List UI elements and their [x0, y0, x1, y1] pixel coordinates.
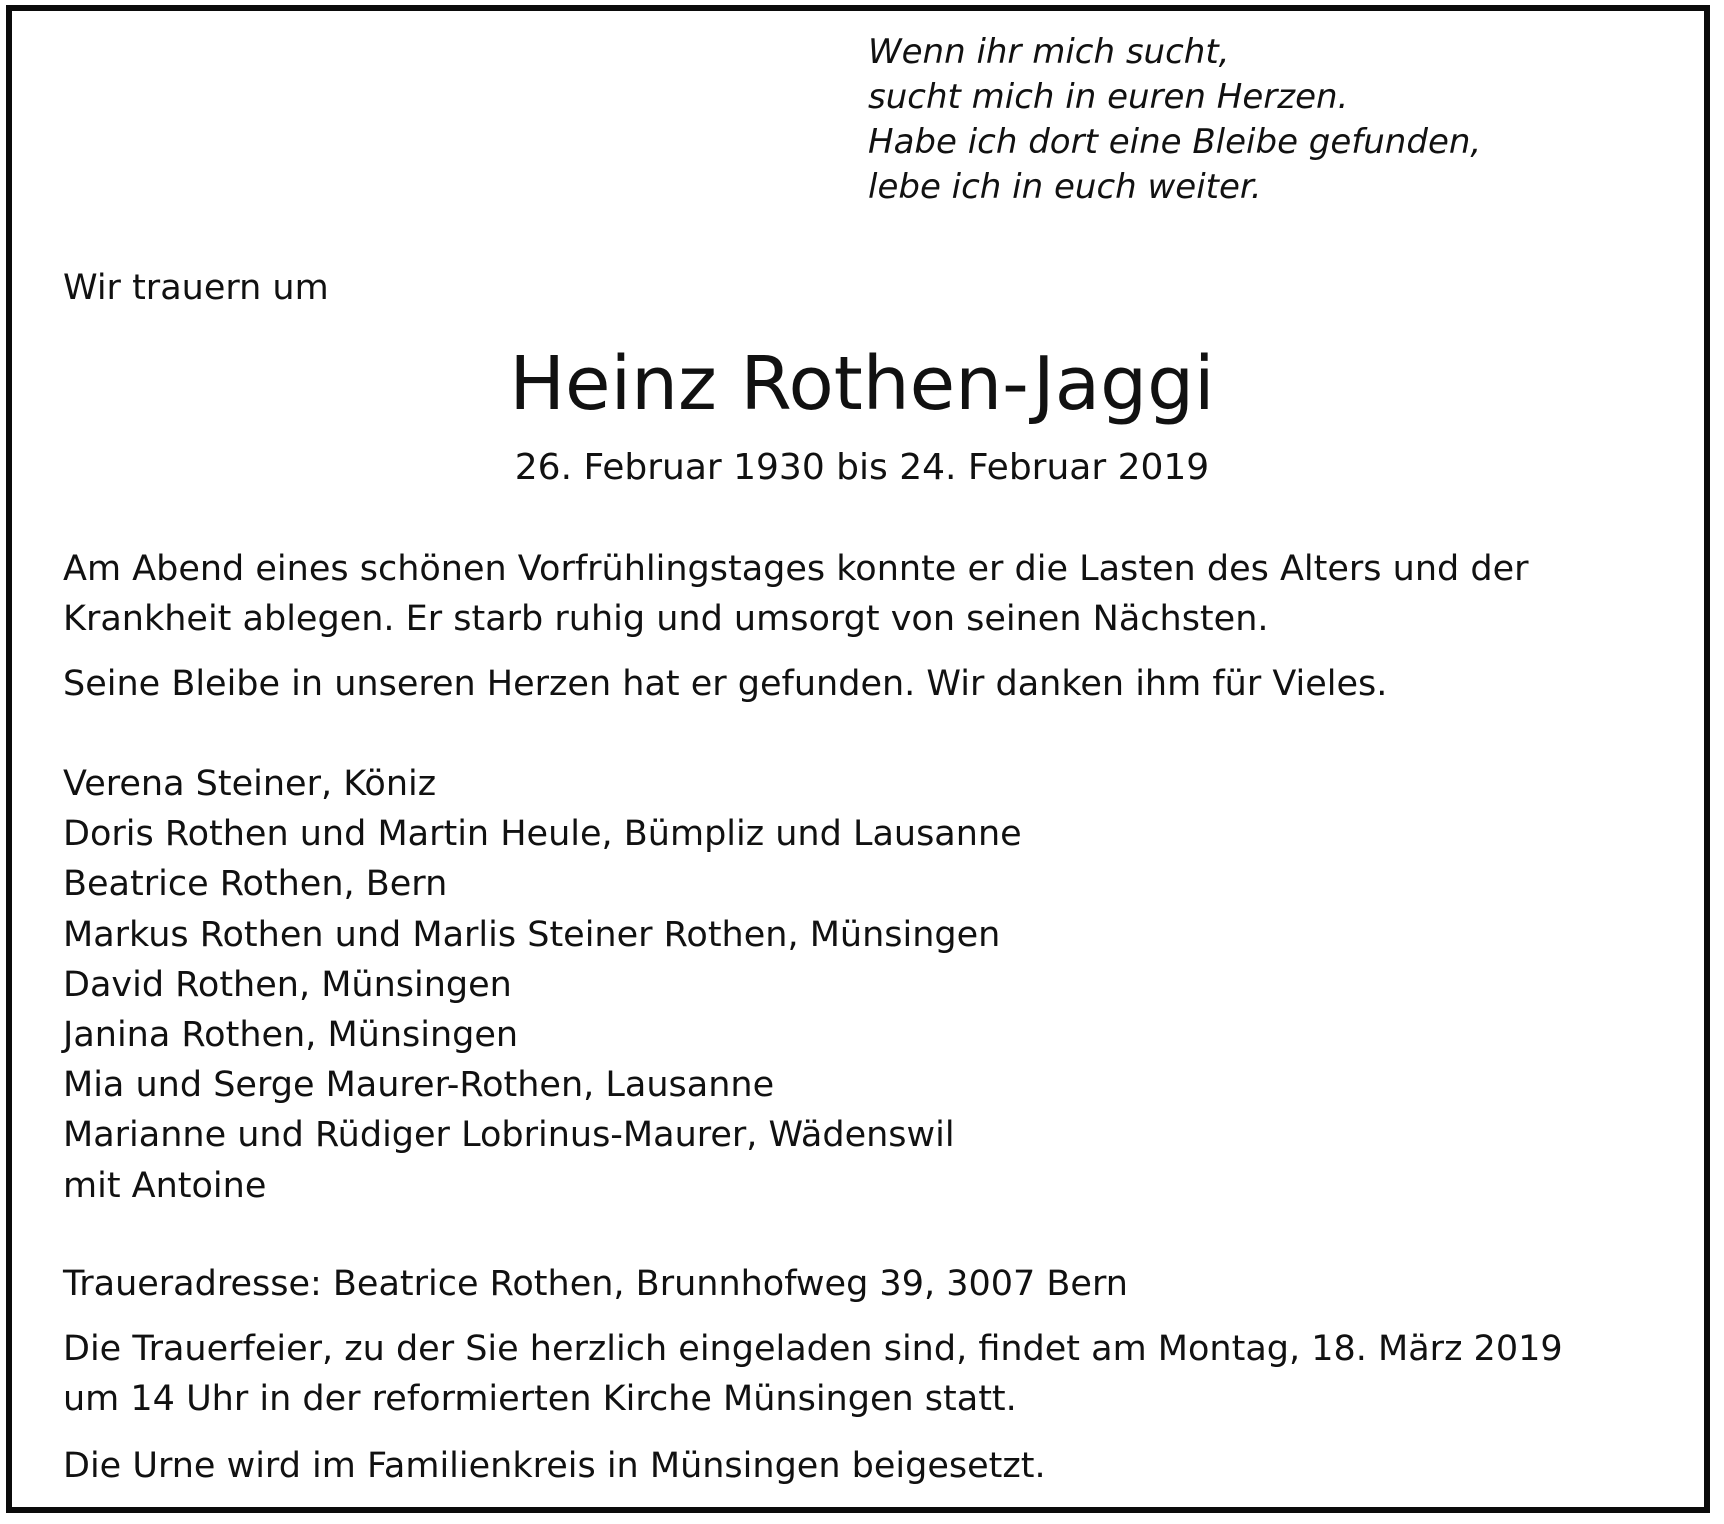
family-list	[63, 759, 1022, 1211]
paragraph-line: Am Abend eines schönen Vorfrühlingstages konnte er die Lasten des Alters und der	[63, 549, 1529, 589]
life-dates: 26. Februar 1930 bis 24. Februar 2019	[514, 447, 1210, 488]
family-member: Verena Steiner, Köniz	[63, 764, 437, 804]
motto-line: lebe ich in euch weiter.	[868, 167, 1262, 207]
family-member: David Rothen, Münsingen	[63, 964, 512, 1005]
family-member: Mia und Serge Maurer-Rothen, Lausanne	[63, 1065, 775, 1106]
farewell-paragraph	[63, 544, 1673, 644]
urn-note	[63, 1441, 1673, 1491]
ceremony-info	[63, 1324, 1673, 1424]
family-member: Markus Rothen und Marlis Steiner Rothen, Münsingen	[63, 914, 1001, 955]
family-member: Beatrice Rothen, Bern	[63, 864, 448, 905]
family-member: Marianne und Rüdiger Lobrinus-Maurer, Wädenswil	[63, 1115, 955, 1156]
family-member: Janina Rothen, Münsingen	[63, 1015, 519, 1056]
paragraph-line: Seine Bleibe in unseren Herzen hat er gefunden. Wir danken ihm für Vieles.	[63, 664, 1388, 704]
gratitude-paragraph	[63, 659, 1673, 709]
mourning-address	[63, 1259, 1673, 1309]
family-member: Doris Rothen und Martin Heule, Bümpliz und Lausanne	[63, 814, 1022, 855]
paragraph-line: Krankheit ablegen. Er starb ruhig und umsorgt von seinen Nächsten.	[63, 599, 1269, 639]
motto-line: Wenn ihr mich sucht,	[868, 32, 1230, 72]
family-member: mit Antoine	[63, 1165, 267, 1206]
urn-line: Die Urne wird im Familienkreis in Münsingen beigesetzt.	[63, 1446, 1046, 1486]
address-line: Traueradresse: Beatrice Rothen, Brunnhofweg 39, 3007 Bern	[63, 1264, 1128, 1304]
motto-line: sucht mich in euren Herzen.	[868, 77, 1349, 117]
motto-line: Habe ich dort eine Bleibe gefunden,	[868, 122, 1482, 162]
intro-text: Wir trauern um	[63, 268, 329, 308]
ceremony-line: Die Trauerfeier, zu der Sie herzlich eingeladen sind, findet am Montag, 18. März 2019	[63, 1329, 1563, 1369]
deceased-name: Heinz Rothen-Jaggi	[509, 341, 1215, 427]
ceremony-line: um 14 Uhr in der reformierten Kirche Münsingen statt.	[63, 1379, 1017, 1419]
motto-verse	[868, 30, 1628, 210]
